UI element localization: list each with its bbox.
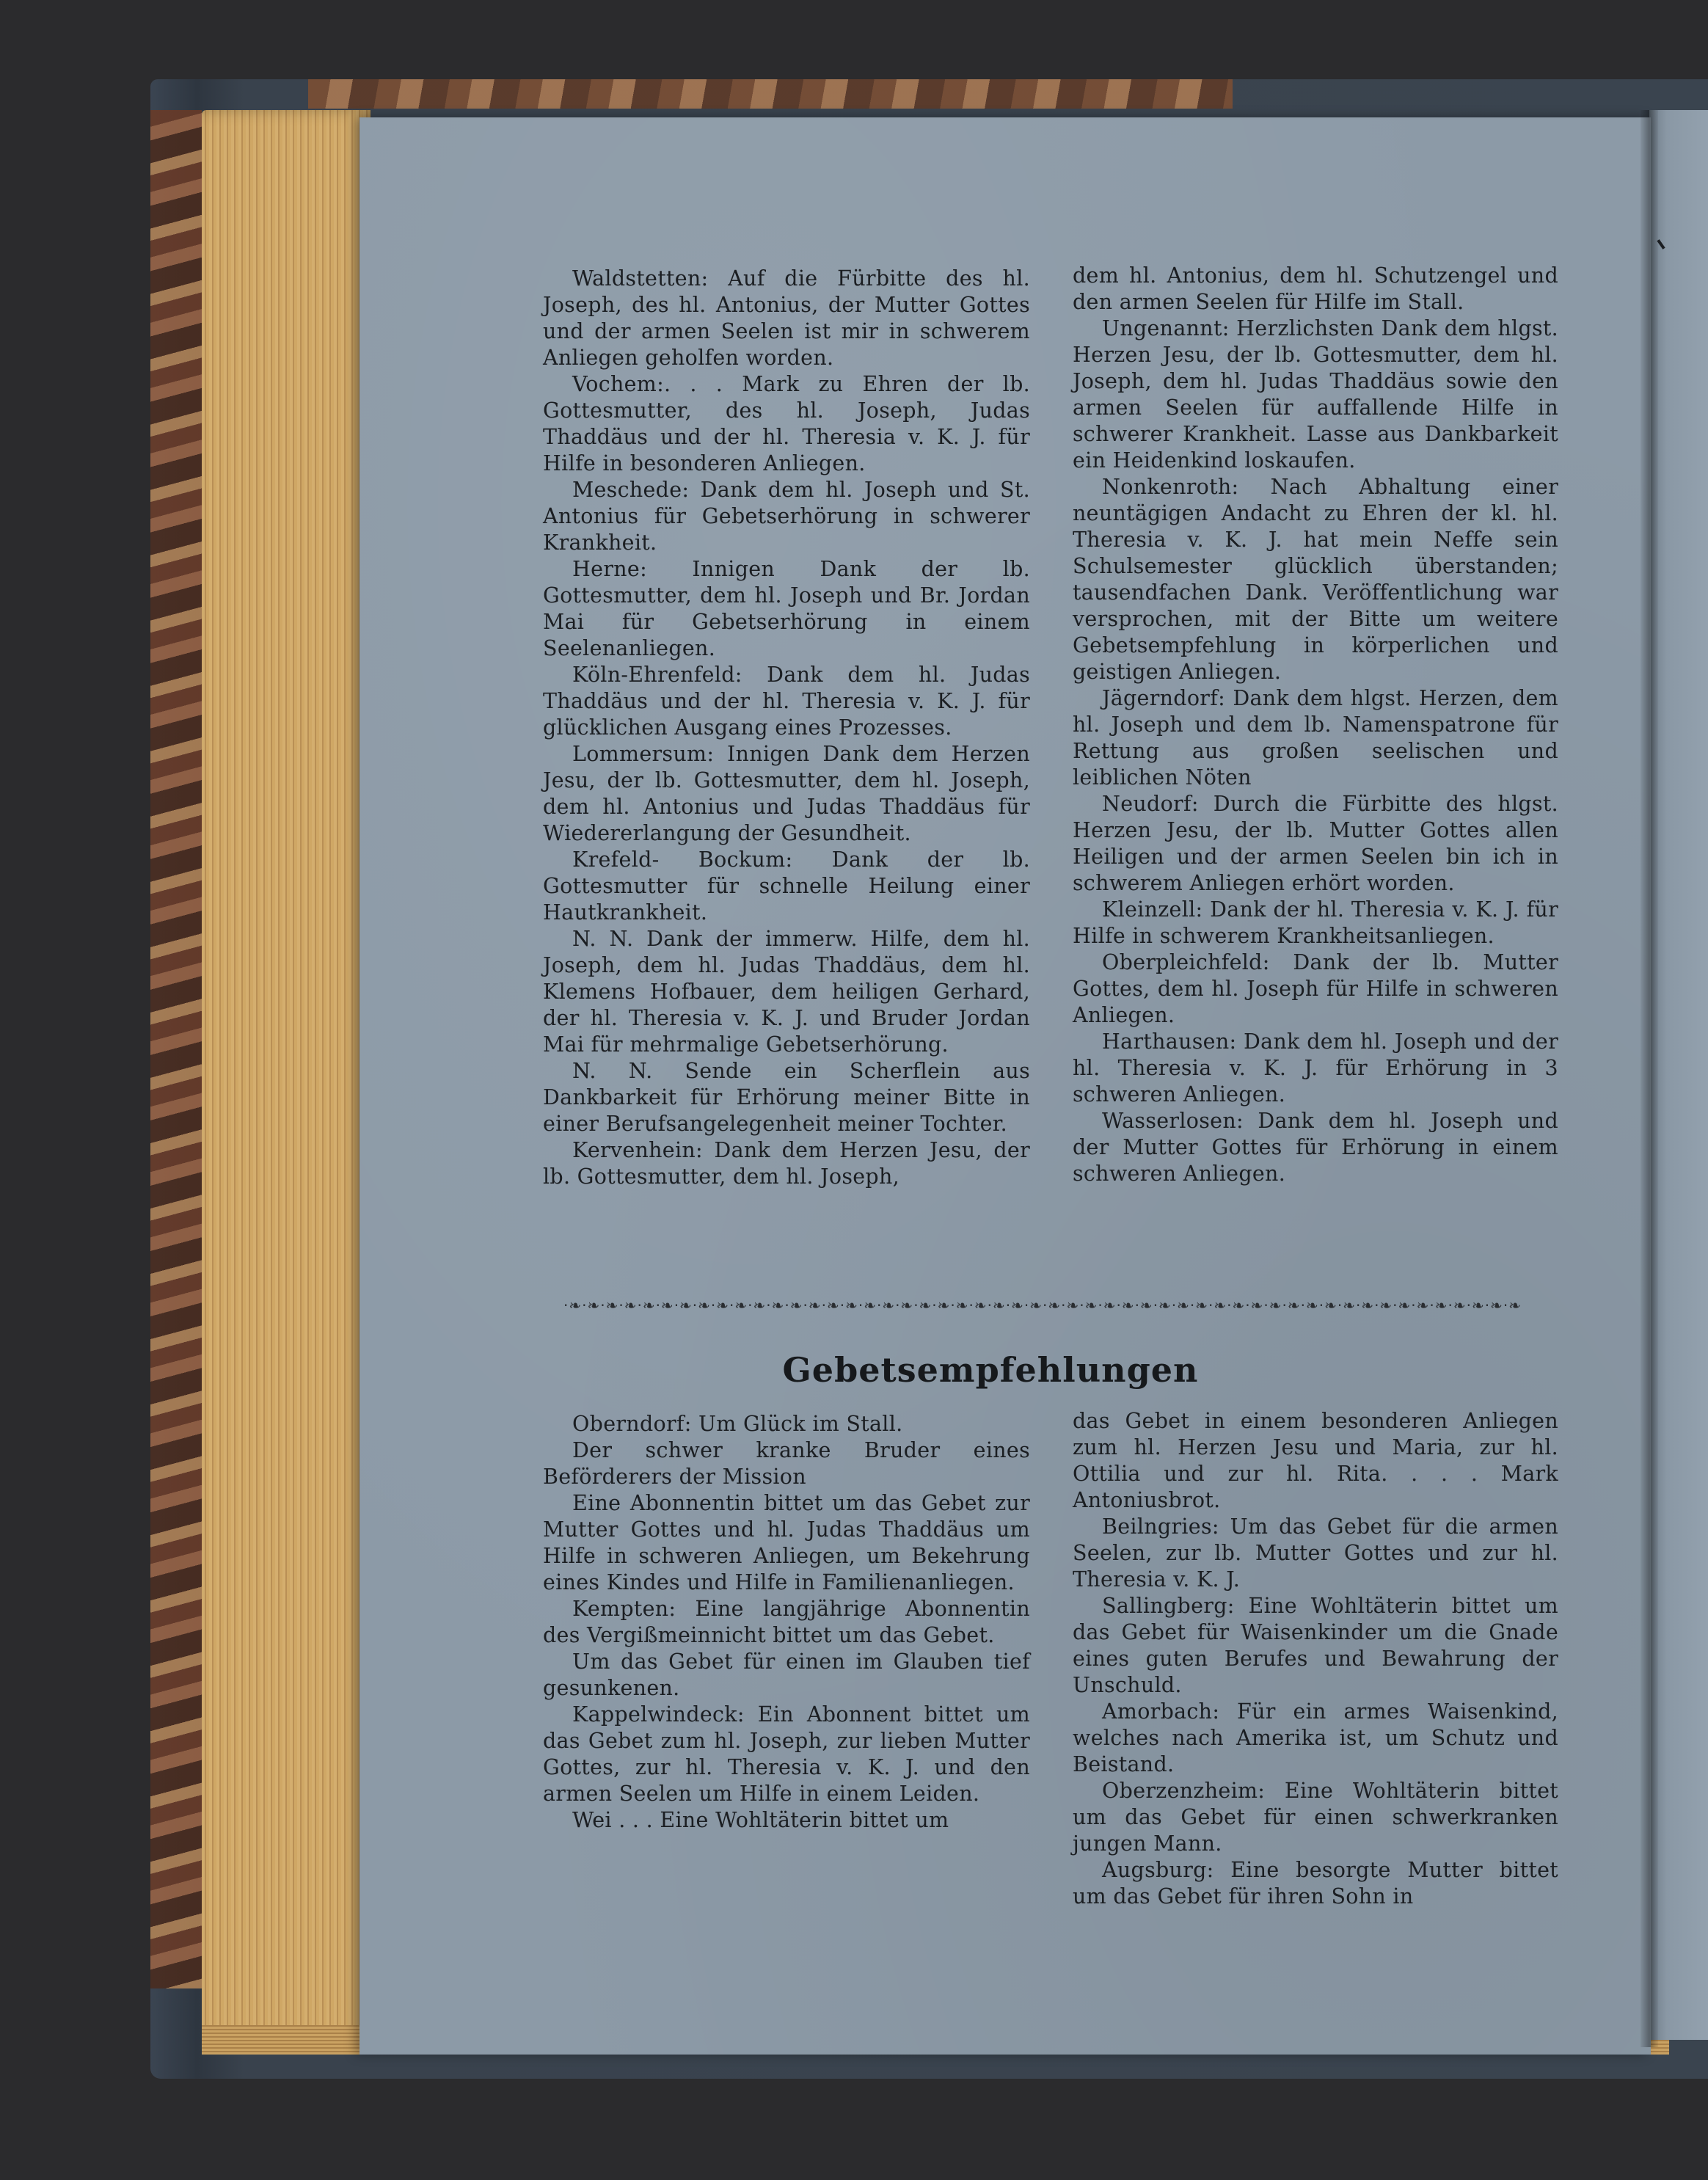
paragraph: Sallingberg: Eine Wohltäterin bittet um das Gebet für Waisenkinder um die Gnade eines guten Berufes und Bewahrung der Unschuld.: [1073, 1594, 1558, 1697]
paragraph: Augsburg: Eine besorgte Mutter bittet um das Gebet für ihren Sohn in: [1073, 1858, 1558, 1909]
paragraph-continuation: dem hl. Antonius, dem hl. Schutzengel und den armen Seelen für Hilfe im Stall.: [1073, 263, 1558, 314]
paragraph: Vochem:. . . Mark zu Ehren der lb. Gottesmutter, des hl. Joseph, Judas Thaddäus und der hl. Theresia v. K. J. für Hilfe in besonderen Anliegen.: [543, 372, 1030, 475]
paragraph: Wasserlosen: Dank dem hl. Joseph und der Mutter Gottes für Erhörung in einem schweren Anliegen.: [1073, 1109, 1558, 1186]
paragraph: Ungenannt: Herzlichsten Dank dem hlgst. Herzen Jesu, der lb. Gottesmutter, dem hl. Joseph, dem hl. Judas Thaddäus sowie den armen Seelen für auffallende Hilfe in schwerer Krankheit. Lasse aus Dankbarkeit ein Heidenkind loskaufen.: [1073, 316, 1558, 473]
paragraph: Harthausen: Dank dem hl. Joseph und der hl. Theresia v. K. J. für Erhörung in 3 schweren Anliegen.: [1073, 1029, 1558, 1107]
paragraph: Kervenhein: Dank dem Herzen Jesu, der lb. Gottesmutter, dem hl. Joseph,: [543, 1138, 1030, 1189]
ornamental-divider: ·❧·❧·❧·❧·❧·❧·❧·❧·❧·❧·❧·❧·❧·❧·❧·❧·❧·❧·❧·❧·❧·❧·❧·❧·❧·❧·❧·❧·❧·❧·❧·❧·❧·❧·❧·❧·❧·❧·❧·❧·❧·❧·❧·❧·❧·❧·❧·❧·❧·❧·❧·❧: [563, 1297, 1522, 1313]
paragraph: Eine Abonnentin bittet um das Gebet zur Mutter Gottes und hl. Judas Thaddäus um Hilfe in schweren Anliegen, um Bekehrung eines Kindes und Hilfe in Familienanliegen.: [543, 1491, 1030, 1594]
paragraph: Kempten: Eine langjährige Abonnentin des Vergißmeinnicht bittet um das Gebet.: [543, 1597, 1030, 1647]
paragraph-continuation: das Gebet in einem besonderen Anliegen zum hl. Herzen Jesu und Maria, zur hl. Ottilia und zur hl. Rita. . . . Mark Antoniusbrot.: [1073, 1409, 1558, 1512]
paragraph: Köln-Ehrenfeld: Dank dem hl. Judas Thaddäus und der hl. Theresia v. K. J. für glücklichen Ausgang eines Prozesses.: [543, 663, 1030, 740]
paragraph: N. N. Sende ein Scherflein aus Dankbarkeit für Erhörung meiner Bitte in einer Berufsangelegenheit meiner Tochter.: [543, 1059, 1030, 1136]
paragraph: Neudorf: Durch die Fürbitte des hlgst. Herzen Jesu, der lb. Mutter Gottes allen Heiligen und der armen Seelen bin ich in schwerem Anliegen erhört worden.: [1073, 792, 1558, 895]
section-title: Gebetsempfehlungen: [782, 1350, 1199, 1390]
paragraph: Amorbach: Für ein armes Waisenkind, welches nach Amerika ist, um Schutz und Beistand.: [1073, 1699, 1558, 1776]
cover-marbled-top: [308, 79, 1233, 109]
paragraph: Oberzenzheim: Eine Wohltäterin bittet um das Gebet für einen schwerkranken jungen Mann.: [1073, 1779, 1558, 1856]
paragraph: Herne: Innigen Dank der lb. Gottesmutter, dem hl. Joseph und Br. Jordan Mai für Gebetserhörung in einem Seelenanliegen.: [543, 557, 1030, 660]
thanks-column-right: [1073, 263, 1558, 1187]
prayer-requests-left: [543, 1411, 1030, 1834]
paragraph: Beilngries: Um das Gebet für die armen Seelen, zur lb. Mutter Gottes und zur hl. Theresia v. K. J.: [1073, 1514, 1558, 1592]
paragraph: Jägerndorf: Dank dem hlgst. Herzen, dem hl. Joseph und dem lb. Namenspatrone für Rettung aus großen seelischen und leiblichen Nöten: [1073, 686, 1558, 790]
cover-marbled-edge: [150, 110, 202, 1988]
page-edges: [202, 110, 371, 2047]
paragraph: Um das Gebet für einen im Glauben tief gesunkenen.: [543, 1649, 1030, 1700]
paragraph: Nonkenroth: Nach Abhaltung einer neuntägigen Andacht zu Ehren der kl. hl. Theresia v. K. J. hat mein Neffe sein Schulsemester glücklich überstanden; tausendfachen Dank. Veröffentlichung war versprochen, mit der Bitte um weitere Gebetsempfehlung in körperlichen und geistigen Anliegen.: [1073, 475, 1558, 684]
paragraph: N. N. Dank der immerw. Hilfe, dem hl. Joseph, dem hl. Judas Thaddäus, dem hl. Klemens Hofbauer, dem heiligen Gerhard, der hl. Theresia v. K. J. und Bruder Jordan Mai für mehrmalige Gebetserhörung.: [543, 927, 1030, 1057]
paragraph: Kleinzell: Dank der hl. Theresia v. K. J. für Hilfe in schwerem Krankheitsanliegen.: [1073, 897, 1558, 948]
paragraph: Wei . . . Eine Wohltäterin bittet um: [572, 1808, 949, 1832]
paragraph: Oberndorf: Um Glück im Stall.: [572, 1412, 903, 1436]
paragraph: Meschede: Dank dem hl. Joseph und St. Antonius für Gebetserhörung in schwerer Krankheit.: [543, 478, 1030, 555]
prayer-requests-right: [1073, 1408, 1558, 1910]
paragraph: Waldstetten: Auf die Fürbitte des hl. Joseph, des hl. Antonius, der Mutter Gottes und der armen Seelen ist mir in schwerem Anliegen geholfen worden.: [543, 266, 1030, 370]
paragraph: Kappelwindeck: Ein Abonnent bittet um das Gebet zum hl. Joseph, zur lieben Mutter Gottes, zur hl. Theresia v. K. J. und den armen Seelen um Hilfe in einem Leiden.: [543, 1702, 1030, 1806]
page-gutter: [1641, 110, 1658, 2047]
paragraph: Der schwer kranke Bruder eines Beförderers der Mission: [543, 1438, 1030, 1489]
thanks-column-left: [543, 266, 1030, 1190]
paragraph: Lommersum: Innigen Dank dem Herzen Jesu, der lb. Gottesmutter, dem hl. Joseph, dem hl. Antonius und Judas Thaddäus für Wiedererlangung der Gesundheit.: [543, 742, 1030, 845]
facing-page: [1649, 110, 1708, 2040]
paragraph: Krefeld- Bockum: Dank der lb. Gottesmutter für schnelle Heilung einer Hautkrankheit.: [543, 847, 1030, 925]
paragraph: Oberpleichfeld: Dank der lb. Mutter Gottes, dem hl. Joseph für Hilfe in schweren Anliegen.: [1073, 950, 1558, 1027]
